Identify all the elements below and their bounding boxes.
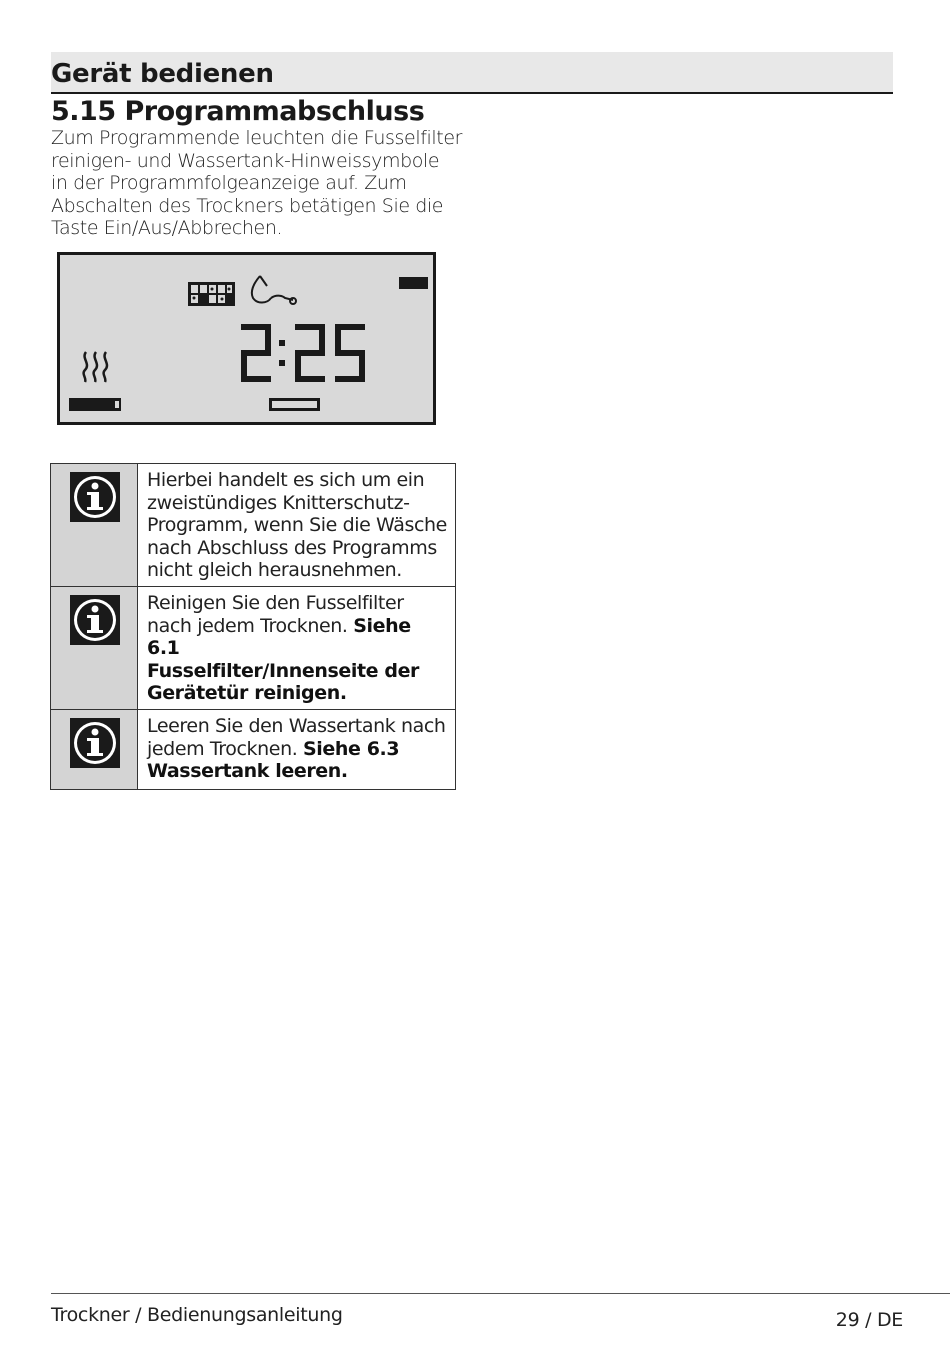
cross-reference: Wassertank leeren.: [147, 760, 348, 783]
intro-line: Abschalten des Trockners betätigen Sie die: [51, 194, 444, 217]
info-icon: [70, 718, 120, 768]
progress-bar-center: [269, 398, 320, 411]
note-text: [138, 586, 456, 709]
program-sequence-icon: [188, 282, 235, 306]
note-text: [138, 464, 456, 587]
info-icon: [70, 595, 120, 645]
page-number: 29 / DE: [835, 1309, 903, 1331]
intro-line: Taste Ein/Aus/Abbrechen.: [51, 217, 283, 240]
note-row: [51, 709, 456, 789]
subsection-title: 5.15 Programmabschluss: [51, 96, 425, 127]
cross-reference: Gerätetür reinigen.: [147, 682, 347, 705]
section-title: Gerät bedienen: [51, 59, 274, 89]
footer-divider: [51, 1293, 950, 1294]
notes-table: [50, 463, 456, 790]
cross-reference: Siehe 6.3: [303, 737, 400, 760]
note-row: [51, 464, 456, 587]
footer-document-title: Trockner / Bedienungsanleitung: [51, 1304, 343, 1326]
intro-line: in der Programmfolgeanzeige auf. Zum: [51, 172, 407, 195]
note-line: nach Abschluss des Programms: [147, 536, 437, 559]
progress-bar-left: [69, 398, 121, 411]
lcd-display: [57, 252, 436, 425]
intro-paragraph: [51, 127, 471, 240]
status-bar-icon: [399, 277, 428, 289]
info-icon: [70, 472, 120, 522]
cross-reference: Fusselfilter/Innenseite der: [147, 659, 420, 682]
note-line: Leeren Sie den Wassertank nach: [147, 714, 446, 737]
note-row: [51, 586, 456, 709]
section-header: [51, 52, 893, 94]
note-line: jedem Trocknen. Siehe 6.3: [147, 737, 400, 760]
note-line: Programm, wenn Sie die Wäsche: [147, 514, 447, 537]
note-line: Hierbei handelt es sich um ein: [147, 469, 425, 491]
note-line: Reinigen Sie den Fusselfilter: [147, 591, 404, 614]
note-line: nicht gleich herausnehmen.: [147, 559, 402, 582]
note-line: zweistündiges Knitterschutz-: [147, 491, 410, 514]
note-line: nach jedem Trocknen. Siehe 6.1: [147, 614, 411, 660]
intro-line: Zum Programmende leuchten die Fusselfilter: [51, 127, 463, 149]
intro-line: reinigen- und Wassertank-Hinweissymbole: [51, 149, 440, 172]
cross-reference: Siehe 6.1: [147, 614, 411, 660]
note-text: [138, 709, 456, 789]
